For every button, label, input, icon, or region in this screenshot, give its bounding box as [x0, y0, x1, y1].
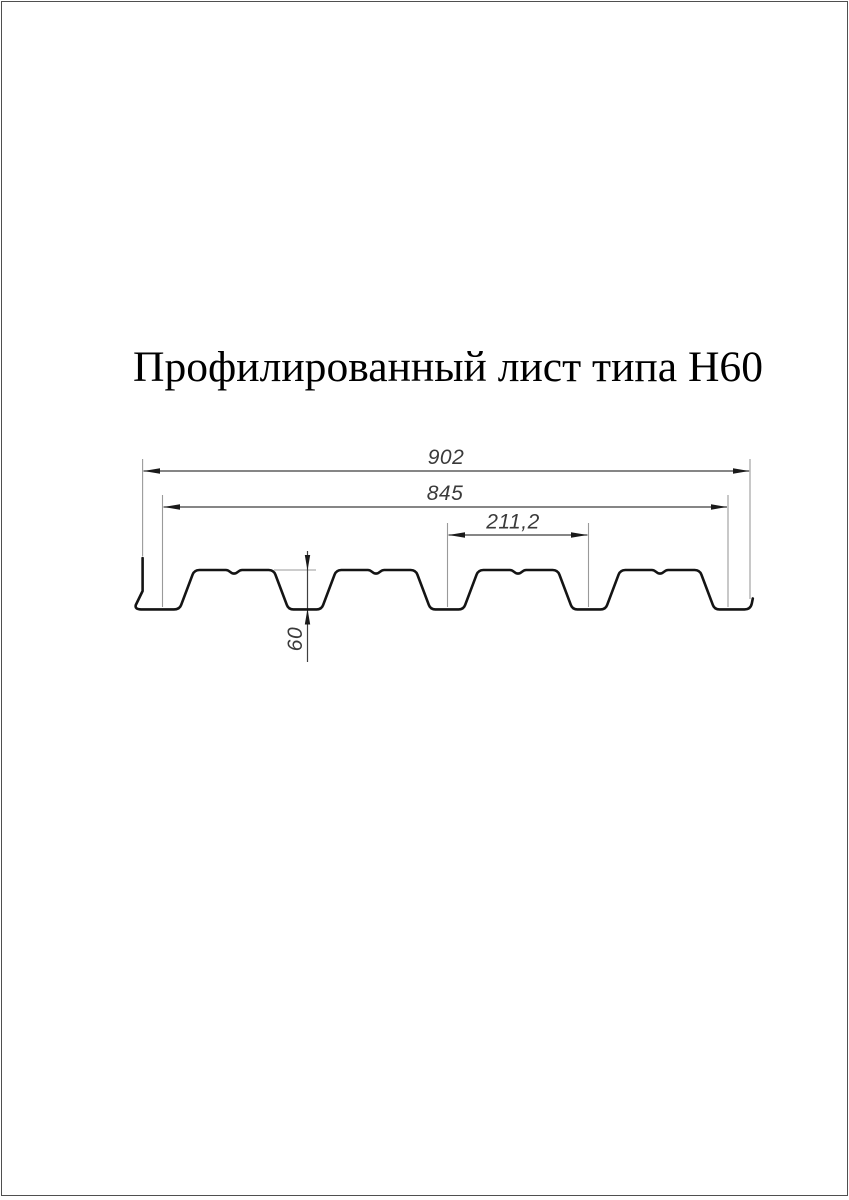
arrowhead-height-bottom [305, 609, 310, 625]
dimension-label-height: 60 [284, 626, 307, 652]
dimension-useful-width [164, 482, 728, 510]
dimension-label-845: 845 [426, 482, 464, 505]
dimension-label-902: 902 [427, 446, 465, 469]
dimension-rib-pitch [449, 511, 588, 538]
arrowhead-902-right [733, 468, 749, 473]
profile-outline [136, 558, 753, 609]
arrowhead-845-left [164, 504, 181, 509]
arrowhead-pitch-right [571, 532, 588, 537]
arrowhead-902-left [144, 468, 161, 473]
dimension-label-pitch: 211,2 [486, 510, 540, 534]
arrowhead-pitch-left [449, 532, 466, 537]
dimension-overall-width [144, 446, 750, 474]
arrowhead-height-top [305, 555, 310, 571]
page-title: Профилированный лист типа Н60 [133, 344, 763, 391]
arrowhead-845-right [711, 504, 727, 509]
